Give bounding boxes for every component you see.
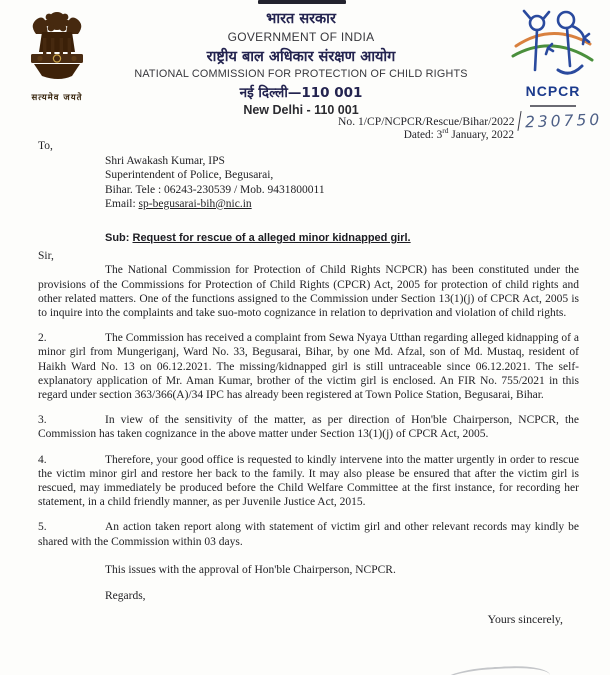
english-city-line: New Delhi - 110 001	[243, 103, 359, 117]
paragraph-4-text: Therefore, your good office is requested to kindly intervene into the matter urgently in order to rescue the victim minor girl and restore her back to the family. It may also please be ensured that after the victim girl is rescued, may immediately be produced before the Child Welfare Committee at the first instance, for recording her statement, in a child friendly manner, as per Juvenile Justice Act, 2015.	[38, 453, 579, 509]
paragraph-2	[38, 331, 579, 402]
ashoka-lion-capital-icon	[22, 8, 92, 86]
addressee-email-line	[105, 197, 579, 211]
english-commission-title: NATIONAL COMMISSION FOR PROTECTION OF CHILD RIGHTS	[134, 68, 468, 80]
paragraph-4-number: 4.	[38, 453, 47, 466]
email-address: sp-begusarai-bih@nic.in	[138, 197, 252, 210]
approval-line: This issues with the approval of Hon'ble Chairperson, NCPCR.	[105, 563, 396, 576]
satyameva-jayate-motto: सत्यमेव जयते	[31, 93, 83, 103]
date-suffix: January, 2022	[448, 128, 514, 141]
paragraph-3	[38, 413, 579, 441]
paragraph-5-number: 5.	[38, 521, 47, 534]
signature-smudge	[440, 664, 551, 675]
date-ordinal: rd	[442, 126, 449, 135]
handwritten-diary-number: 230750	[524, 110, 603, 132]
reference-separator	[517, 111, 521, 131]
letter-body	[38, 139, 579, 626]
ncpcr-underline	[530, 105, 576, 107]
paragraph-5	[38, 520, 579, 548]
sign-off-line: Yours sincerely,	[487, 612, 563, 627]
english-government-title: GOVERNMENT OF INDIA	[227, 30, 375, 44]
email-label: Email:	[105, 197, 139, 210]
hindi-government-title: भारत सरकार	[266, 11, 336, 27]
letterhead	[100, 8, 502, 117]
ncpcr-children-logo-icon	[510, 8, 596, 80]
ncpcr-logo-label: NCPCR	[525, 83, 581, 99]
paragraph-1-text: The National Commission for Protection of Child Rights NCPCR) has been constituted under the provisions of the Commissions for Protection of Child Rights (CPCR) Act, 2005 for protection of child rights and other related matters. One of the functions assigned to the Commission under Section 13(1)(j) of CPCR Act, 2005 is to inquire into the complaints and take suo-moto cognizance in relation to deprivation and violation of child rights.	[38, 264, 579, 320]
paragraph-2-number: 2.	[38, 332, 47, 345]
paragraph-1	[38, 263, 579, 320]
subject-text: Request for rescue of a alleged minor kidnapped girl.	[132, 232, 411, 245]
national-emblem	[20, 8, 94, 103]
paragraph-3-number: 3.	[38, 414, 47, 427]
to-label: To,	[38, 140, 53, 152]
paragraph-5-text: An action taken report along with statement of victim girl and other relevant records may kindly be shared with the Commission within 03 days.	[38, 521, 579, 548]
addressee-block	[105, 154, 579, 211]
hindi-commission-title: राष्ट्रीय बाल अधिकार संरक्षण आयोग	[206, 49, 396, 65]
salutation: Sir,	[38, 250, 54, 263]
date-prefix: Dated: 3	[403, 128, 443, 141]
paragraph-3-text: In view of the sensitivity of the matter, as per direction of Hon'ble Chairperson, NCPCR, the Commission has taken cognizance in the above matter under Section 13(1)(j) of CPCR Act, 2005.	[38, 414, 579, 441]
paragraph-2-text: The Commission has received a complaint from Sewa Nyaya Utthan regarding alleged kidnapping of a minor girl from Mungeriganj, Ward No. 33, Begusarai, Bihar, by one Md. Afzal, son of Md. Mustaq, resident of Haikh Ward No. 13 on 06.12.2021. The missing/kidnapped girl is still untraceable since 06.12.2021. The self-explanatory application of Mr. Aman Kumar, brother of the victim girl is enclosed. An FIR No. 755/2021 in this regard under section 363/366(A)/34 IPC has already been registered at Town Police Station, Begusarai, Bihar.	[38, 332, 579, 402]
addressee-designation: Superintendent of Police, Begusarai,	[105, 169, 274, 182]
addressee-name: Shri Awakash Kumar, IPS	[105, 155, 225, 168]
subject-line	[105, 231, 579, 245]
subject-label: Sub:	[105, 232, 133, 245]
addressee-phone: Bihar. Tele : 06243-230539 / Mob. 9431800011	[105, 183, 325, 196]
reference-number: No. 1/CP/NCPCR/Rescue/Bihar/2022	[338, 114, 515, 128]
scan-artifact-bar	[258, 0, 346, 4]
regards-line: Regards,	[105, 590, 146, 603]
hindi-city-line: नई दिल्ली—110 001	[239, 85, 363, 101]
ncpcr-logo	[508, 8, 598, 107]
paragraph-4	[38, 453, 579, 510]
